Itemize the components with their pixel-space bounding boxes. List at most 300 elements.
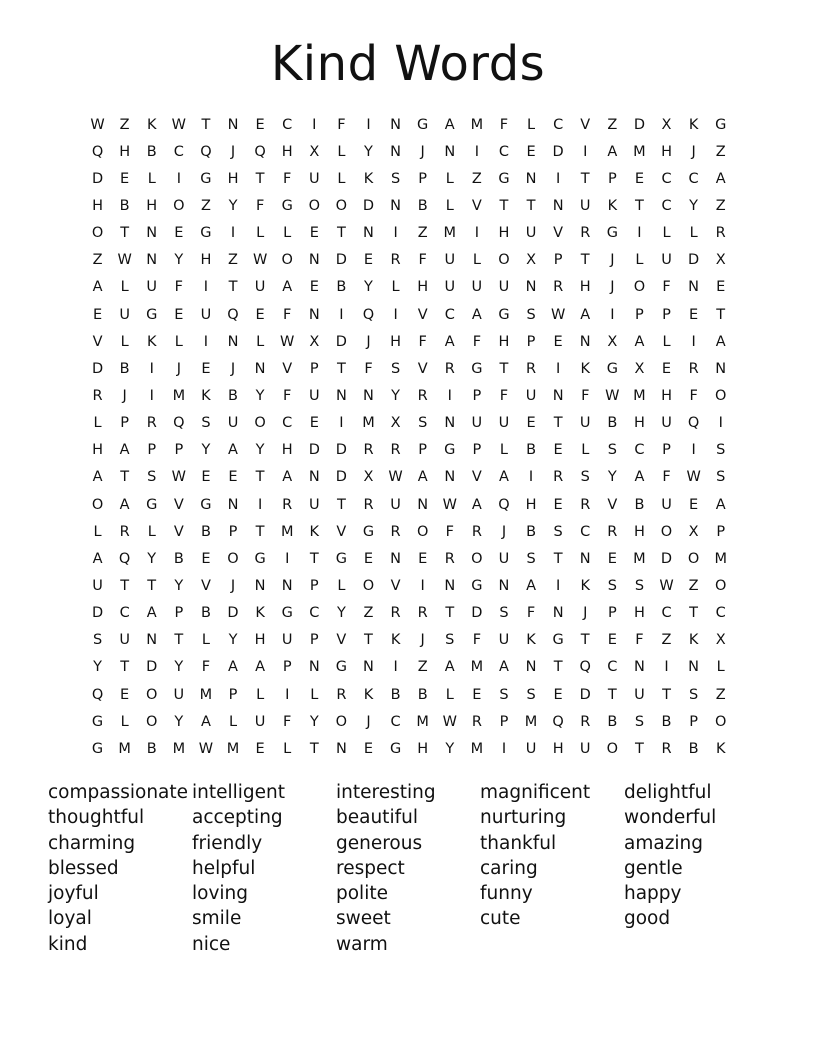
grid-letter[interactable]: N [390, 143, 401, 160]
grid-letter[interactable]: J [691, 143, 696, 160]
grid-letter[interactable]: L [527, 116, 536, 133]
grid-letter[interactable]: Q [91, 143, 104, 160]
grid-letter[interactable]: T [120, 659, 130, 676]
grid-letter[interactable]: E [363, 550, 374, 567]
grid-letter[interactable]: C [634, 442, 645, 459]
grid-letter[interactable]: Q [118, 550, 131, 567]
grid-letter[interactable]: L [716, 659, 725, 676]
grid-letter[interactable]: Z [417, 659, 428, 676]
grid-letter[interactable]: U [661, 252, 672, 269]
grid-letter[interactable]: F [337, 116, 346, 133]
grid-letter[interactable]: W [171, 469, 186, 486]
grid-letter[interactable]: J [230, 360, 236, 377]
grid-letter[interactable]: P [309, 632, 319, 649]
grid-letter[interactable]: R [444, 550, 455, 567]
grid-letter[interactable]: R [580, 496, 591, 513]
grid-letter[interactable]: O [91, 496, 104, 513]
grid-letter[interactable]: R [688, 360, 699, 377]
grid-letter[interactable]: H [633, 605, 645, 622]
grid-letter[interactable]: J [610, 279, 615, 296]
grid-letter[interactable]: S [92, 632, 103, 649]
grid-letter[interactable]: O [173, 197, 185, 214]
grid-letter[interactable]: K [255, 605, 265, 622]
grid-letter[interactable]: L [147, 170, 156, 187]
grid-letter[interactable]: L [391, 279, 400, 296]
grid-letter[interactable]: G [362, 523, 375, 540]
grid-letter[interactable]: H [227, 170, 239, 187]
grid-letter[interactable]: Y [174, 659, 184, 676]
grid-letter[interactable]: B [146, 143, 157, 160]
grid-letter[interactable]: N [390, 550, 401, 567]
grid-letter[interactable]: W [659, 577, 674, 594]
grid-letter[interactable]: N [633, 659, 645, 676]
grid-letter[interactable]: V [390, 577, 401, 594]
grid-letter[interactable]: B [390, 686, 401, 703]
grid-letter[interactable]: S [634, 713, 645, 730]
grid-letter[interactable]: N [579, 333, 591, 350]
grid-letter[interactable]: J [583, 605, 588, 622]
grid-letter[interactable]: Q [91, 686, 104, 703]
grid-letter[interactable]: V [336, 523, 347, 540]
grid-letter[interactable]: E [309, 279, 319, 296]
grid-letter[interactable]: S [553, 523, 563, 540]
grid-letter[interactable]: N [390, 116, 401, 133]
grid-letter[interactable]: L [581, 442, 590, 459]
grid-letter[interactable]: Z [200, 197, 211, 214]
grid-letter[interactable]: M [172, 387, 186, 404]
grid-letter[interactable]: I [257, 496, 263, 513]
grid-letter[interactable]: T [120, 225, 130, 242]
grid-letter[interactable]: N [688, 659, 700, 676]
grid-letter[interactable]: J [366, 713, 371, 730]
grid-letter[interactable]: F [418, 252, 427, 269]
grid-letter[interactable]: Y [445, 740, 455, 757]
grid-letter[interactable]: D [660, 550, 673, 567]
grid-letter[interactable]: O [254, 415, 266, 432]
grid-letter[interactable]: M [524, 713, 538, 730]
grid-letter[interactable]: C [715, 605, 726, 622]
grid-letter[interactable]: N [552, 605, 564, 622]
grid-letter[interactable]: G [91, 740, 104, 757]
grid-letter[interactable]: A [92, 550, 103, 567]
grid-letter[interactable]: N [227, 116, 239, 133]
grid-letter[interactable]: N [363, 659, 374, 676]
grid-letter[interactable]: N [390, 197, 401, 214]
grid-letter[interactable]: T [553, 550, 563, 567]
grid-letter[interactable]: I [285, 686, 290, 703]
grid-letter[interactable]: L [174, 333, 183, 350]
grid-letter[interactable]: H [633, 523, 645, 540]
grid-letter[interactable]: I [637, 225, 642, 242]
grid-letter[interactable]: S [634, 577, 645, 594]
grid-letter[interactable]: C [661, 197, 672, 214]
grid-letter[interactable]: I [528, 469, 534, 486]
grid-letter[interactable]: K [688, 632, 699, 649]
grid-letter[interactable]: K [201, 387, 211, 404]
grid-letter[interactable]: D [335, 333, 347, 350]
grid-letter[interactable]: I [474, 143, 479, 160]
grid-letter[interactable]: E [472, 686, 482, 703]
grid-letter[interactable]: A [580, 306, 591, 323]
grid-letter[interactable]: V [553, 225, 564, 242]
grid-letter[interactable]: V [336, 632, 347, 649]
grid-letter[interactable]: B [200, 523, 211, 540]
grid-letter[interactable]: K [580, 577, 590, 594]
grid-letter[interactable]: F [581, 387, 590, 404]
grid-letter[interactable]: E [228, 469, 238, 486]
grid-letter[interactable]: I [664, 659, 669, 676]
grid-letter[interactable]: S [716, 442, 726, 459]
grid-letter[interactable]: F [283, 387, 292, 404]
grid-letter[interactable]: X [526, 252, 537, 269]
grid-letter[interactable]: N [308, 469, 320, 486]
grid-letter[interactable]: O [633, 279, 646, 296]
grid-letter[interactable]: V [417, 306, 428, 323]
grid-letter[interactable]: K [526, 632, 536, 649]
grid-letter[interactable]: F [445, 523, 454, 540]
grid-letter[interactable]: F [472, 333, 482, 350]
grid-letter[interactable]: W [171, 116, 186, 133]
grid-letter[interactable]: Z [228, 252, 238, 269]
grid-letter[interactable]: P [662, 306, 671, 323]
grid-letter[interactable]: M [633, 550, 646, 567]
grid-letter[interactable]: A [200, 713, 211, 730]
grid-letter[interactable]: V [417, 360, 428, 377]
grid-letter[interactable]: E [201, 550, 211, 567]
grid-letter[interactable]: U [119, 632, 130, 649]
grid-letter[interactable]: B [661, 713, 672, 730]
grid-letter[interactable]: E [553, 496, 563, 513]
grid-letter[interactable]: M [172, 740, 186, 757]
grid-letter[interactable]: N [525, 279, 537, 296]
grid-letter[interactable]: P [418, 170, 428, 187]
grid-letter[interactable]: W [442, 713, 457, 730]
grid-letter[interactable]: U [498, 415, 510, 432]
grid-letter[interactable]: G [417, 116, 429, 133]
grid-letter[interactable]: D [335, 442, 347, 459]
grid-letter[interactable]: U [444, 279, 456, 296]
grid-letter[interactable]: H [92, 197, 103, 214]
grid-letter[interactable]: N [715, 360, 727, 377]
grid-letter[interactable]: J [122, 387, 127, 404]
grid-letter[interactable]: O [498, 252, 510, 269]
grid-letter[interactable]: G [471, 577, 483, 594]
grid-letter[interactable]: I [149, 360, 154, 377]
grid-letter[interactable]: Y [228, 197, 238, 214]
grid-letter[interactable]: B [173, 550, 184, 567]
grid-letter[interactable]: O [714, 577, 727, 594]
grid-letter[interactable]: E [363, 252, 374, 269]
grid-letter[interactable]: N [688, 279, 700, 296]
grid-letter[interactable]: M [633, 387, 646, 404]
grid-letter[interactable]: T [634, 197, 644, 214]
grid-letter[interactable]: W [686, 469, 701, 486]
grid-letter[interactable]: D [362, 197, 375, 214]
grid-letter[interactable]: C [688, 170, 699, 187]
grid-letter[interactable]: G [281, 197, 293, 214]
grid-letter[interactable]: T [147, 577, 157, 594]
grid-letter[interactable]: U [200, 306, 212, 323]
grid-letter[interactable]: B [146, 740, 157, 757]
grid-letter[interactable]: L [201, 632, 210, 649]
grid-letter[interactable]: Z [661, 632, 672, 649]
grid-letter[interactable]: Y [364, 279, 373, 296]
grid-letter[interactable]: H [417, 740, 429, 757]
grid-letter[interactable]: E [607, 550, 617, 567]
grid-letter[interactable]: J [420, 632, 425, 649]
grid-letter[interactable]: G [200, 225, 212, 242]
grid-letter[interactable]: S [580, 469, 590, 486]
grid-letter[interactable]: E [309, 225, 319, 242]
grid-letter[interactable]: T [580, 252, 590, 269]
grid-letter[interactable]: I [393, 225, 398, 242]
grid-letter[interactable]: Y [255, 442, 265, 459]
grid-letter[interactable]: U [471, 415, 483, 432]
grid-letter[interactable]: N [227, 333, 239, 350]
grid-letter[interactable]: K [715, 740, 726, 757]
grid-letter[interactable]: S [418, 415, 428, 432]
grid-letter[interactable]: L [445, 197, 454, 214]
grid-letter[interactable]: O [91, 225, 104, 242]
grid-letter[interactable]: L [337, 143, 346, 160]
grid-letter[interactable]: P [635, 306, 644, 323]
grid-letter[interactable]: T [553, 415, 563, 432]
grid-letter[interactable]: P [607, 170, 617, 187]
grid-letter[interactable]: C [580, 523, 591, 540]
grid-letter[interactable]: O [146, 713, 158, 730]
grid-letter[interactable]: Q [687, 415, 700, 432]
grid-letter[interactable]: P [147, 442, 157, 459]
grid-letter[interactable]: I [230, 225, 236, 242]
grid-letter[interactable]: F [472, 632, 482, 649]
grid-letter[interactable]: R [607, 523, 618, 540]
grid-letter[interactable]: B [688, 740, 699, 757]
grid-letter[interactable]: F [283, 713, 292, 730]
grid-letter[interactable]: T [499, 197, 509, 214]
grid-letter[interactable]: Q [173, 415, 185, 432]
grid-letter[interactable]: L [228, 713, 238, 730]
grid-letter[interactable]: O [714, 387, 727, 404]
grid-letter[interactable]: K [146, 116, 157, 133]
grid-letter[interactable]: I [691, 333, 696, 350]
grid-letter[interactable]: A [417, 469, 428, 486]
grid-letter[interactable]: T [120, 469, 130, 486]
grid-letter[interactable]: C [173, 143, 184, 160]
grid-letter[interactable]: O [335, 197, 348, 214]
grid-letter[interactable]: H [633, 415, 645, 432]
grid-letter[interactable]: B [607, 713, 618, 730]
grid-letter[interactable]: M [280, 523, 294, 540]
grid-letter[interactable]: W [90, 116, 105, 133]
grid-letter[interactable]: S [390, 360, 401, 377]
grid-letter[interactable]: U [308, 496, 320, 513]
grid-letter[interactable]: H [92, 442, 103, 459]
grid-letter[interactable]: I [203, 279, 209, 296]
grid-letter[interactable]: G [552, 632, 564, 649]
grid-letter[interactable]: S [147, 469, 157, 486]
grid-letter[interactable]: Y [364, 143, 373, 160]
grid-letter[interactable]: U [525, 225, 537, 242]
grid-letter[interactable]: U [227, 415, 239, 432]
grid-letter[interactable]: N [335, 387, 347, 404]
grid-letter[interactable]: E [634, 170, 644, 187]
grid-letter[interactable]: Y [391, 387, 400, 404]
grid-letter[interactable]: N [552, 197, 564, 214]
grid-letter[interactable]: B [417, 197, 428, 214]
grid-letter[interactable]: B [200, 605, 211, 622]
grid-letter[interactable]: L [120, 713, 129, 730]
grid-letter[interactable]: G [200, 496, 212, 513]
grid-letter[interactable]: N [146, 225, 158, 242]
grid-letter[interactable]: R [390, 523, 401, 540]
grid-letter[interactable]: Z [715, 143, 726, 160]
grid-letter[interactable]: H [498, 225, 510, 242]
grid-letter[interactable]: E [174, 225, 184, 242]
grid-letter[interactable]: D [579, 686, 591, 703]
grid-letter[interactable]: E [255, 116, 265, 133]
grid-letter[interactable]: S [607, 577, 617, 594]
grid-letter[interactable]: A [715, 496, 726, 513]
grid-letter[interactable]: A [526, 577, 536, 594]
grid-letter[interactable]: D [335, 469, 347, 486]
grid-letter[interactable]: V [607, 496, 618, 513]
grid-letter[interactable]: V [173, 496, 184, 513]
grid-letter[interactable]: D [91, 170, 104, 187]
grid-letter[interactable]: T [309, 550, 319, 567]
grid-letter[interactable]: U [92, 577, 103, 594]
grid-letter[interactable]: A [498, 659, 509, 676]
grid-letter[interactable]: B [526, 523, 537, 540]
grid-letter[interactable]: G [498, 170, 510, 187]
grid-letter[interactable]: C [444, 306, 455, 323]
grid-letter[interactable]: I [610, 306, 615, 323]
grid-letter[interactable]: I [501, 740, 507, 757]
grid-letter[interactable]: L [283, 740, 292, 757]
grid-letter[interactable]: U [471, 279, 483, 296]
grid-letter[interactable]: P [607, 605, 617, 622]
grid-letter[interactable]: W [198, 740, 214, 757]
grid-letter[interactable]: U [498, 632, 510, 649]
grid-letter[interactable]: D [335, 252, 347, 269]
grid-letter[interactable]: Y [174, 252, 184, 269]
grid-letter[interactable]: F [635, 632, 644, 649]
grid-letter[interactable]: C [553, 116, 564, 133]
grid-letter[interactable]: F [201, 659, 211, 676]
grid-letter[interactable]: G [281, 605, 293, 622]
grid-letter[interactable]: X [363, 469, 374, 486]
grid-letter[interactable]: A [119, 442, 130, 459]
grid-letter[interactable]: P [228, 686, 238, 703]
grid-letter[interactable]: M [470, 116, 484, 133]
grid-letter[interactable]: M [362, 415, 375, 432]
grid-letter[interactable]: S [607, 442, 617, 459]
grid-letter[interactable]: B [417, 686, 428, 703]
grid-letter[interactable]: X [607, 333, 618, 350]
grid-letter[interactable]: N [146, 632, 158, 649]
grid-letter[interactable]: E [201, 469, 211, 486]
grid-letter[interactable]: G [498, 306, 510, 323]
grid-letter[interactable]: X [634, 360, 645, 377]
grid-letter[interactable]: E [607, 632, 617, 649]
grid-letter[interactable]: V [282, 360, 293, 377]
grid-letter[interactable]: P [309, 360, 319, 377]
grid-letter[interactable]: X [688, 523, 699, 540]
grid-letter[interactable]: I [149, 387, 154, 404]
grid-letter[interactable]: Z [607, 116, 618, 133]
grid-letter[interactable]: M [470, 659, 484, 676]
grid-letter[interactable]: U [254, 279, 266, 296]
grid-letter[interactable]: S [201, 415, 211, 432]
grid-letter[interactable]: D [91, 605, 104, 622]
grid-letter[interactable]: R [282, 496, 293, 513]
grid-letter[interactable]: E [201, 360, 211, 377]
grid-letter[interactable]: I [691, 442, 696, 459]
grid-letter[interactable]: R [390, 252, 401, 269]
grid-letter[interactable]: G [389, 740, 402, 757]
grid-letter[interactable]: N [444, 143, 456, 160]
grid-letter[interactable]: P [499, 713, 509, 730]
grid-letter[interactable]: A [228, 659, 238, 676]
grid-letter[interactable]: D [633, 116, 645, 133]
grid-letter[interactable]: H [661, 387, 672, 404]
grid-letter[interactable]: U [308, 387, 320, 404]
grid-letter[interactable]: L [662, 333, 671, 350]
grid-letter[interactable]: S [499, 605, 509, 622]
grid-letter[interactable]: U [254, 713, 266, 730]
grid-letter[interactable]: U [308, 170, 320, 187]
grid-letter[interactable]: W [117, 252, 132, 269]
grid-letter[interactable]: L [120, 279, 129, 296]
grid-letter[interactable]: B [634, 496, 645, 513]
grid-letter[interactable]: T [364, 632, 373, 649]
grid-letter[interactable]: R [336, 686, 347, 703]
grid-letter[interactable]: M [416, 713, 429, 730]
grid-letter[interactable]: M [443, 225, 457, 242]
grid-letter[interactable]: S [390, 170, 401, 187]
grid-letter[interactable]: U [579, 415, 591, 432]
grid-letter[interactable]: D [471, 605, 483, 622]
grid-letter[interactable]: A [634, 333, 645, 350]
grid-letter[interactable]: R [471, 523, 482, 540]
grid-letter[interactable]: U [579, 197, 591, 214]
grid-letter[interactable]: Z [471, 170, 482, 187]
grid-letter[interactable]: M [118, 740, 131, 757]
grid-letter[interactable]: T [255, 170, 265, 187]
grid-letter[interactable]: Z [715, 686, 726, 703]
grid-letter[interactable]: E [526, 143, 536, 160]
grid-letter[interactable]: F [526, 605, 536, 622]
grid-letter[interactable]: H [552, 740, 564, 757]
grid-letter[interactable]: G [91, 713, 104, 730]
grid-letter[interactable]: F [283, 170, 292, 187]
grid-letter[interactable]: R [146, 415, 157, 432]
grid-letter[interactable]: Z [119, 116, 130, 133]
grid-letter[interactable]: U [173, 686, 185, 703]
grid-letter[interactable]: O [227, 550, 239, 567]
grid-letter[interactable]: N [579, 550, 591, 567]
grid-letter[interactable]: R [526, 360, 537, 377]
grid-letter[interactable]: P [716, 523, 726, 540]
grid-letter[interactable]: Z [715, 197, 726, 214]
grid-letter[interactable]: N [308, 252, 320, 269]
grid-letter[interactable]: D [688, 252, 700, 269]
grid-letter[interactable]: N [308, 306, 320, 323]
grid-letter[interactable]: U [525, 740, 537, 757]
grid-letter[interactable]: L [689, 225, 698, 242]
grid-letter[interactable]: T [716, 306, 726, 323]
grid-letter[interactable]: L [445, 686, 454, 703]
grid-letter[interactable]: N [363, 387, 374, 404]
